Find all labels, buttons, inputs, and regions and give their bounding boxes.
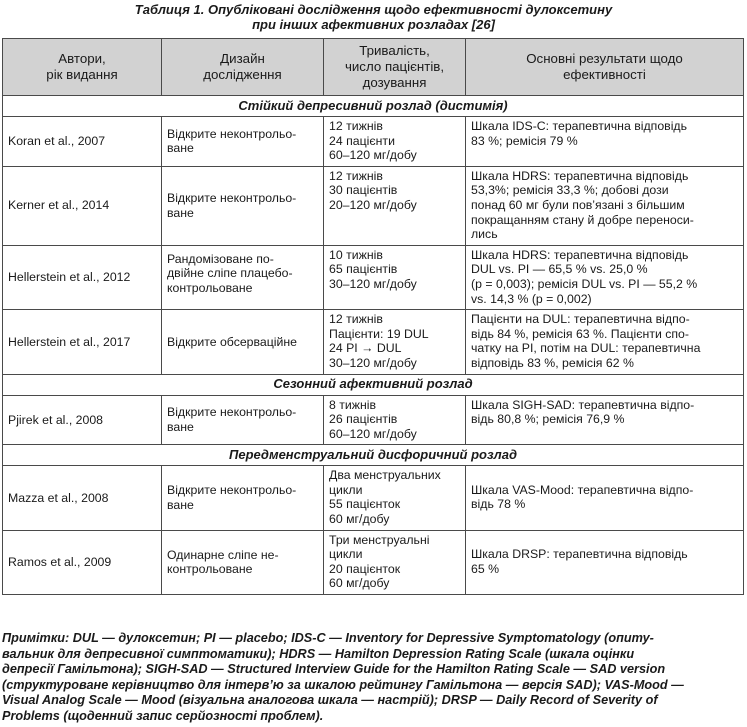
- cell-line: Шкала HDRS: терапевтична відповідь: [471, 247, 689, 262]
- cell-line: відь 80,8 %; ремісія 76,9 %: [471, 412, 625, 427]
- cell-line: Відкрите неконтрольо-: [167, 126, 297, 141]
- notes-line: вальник для депресивної симптоматики); HDRS — Hamilton Depression Rating Scale (шкала оцінки: [2, 646, 635, 661]
- notes-line: депресії Гамільтона); SIGH-SAD — Structured Interview Guide for the Hamilton Rating Scale — SAD version: [2, 662, 666, 676]
- cell-line: 83 %; ремісія 79 %: [471, 133, 578, 148]
- cell-line: 12 тижнів: [329, 119, 383, 133]
- cell-line: 30–120 мг/добу: [329, 355, 417, 370]
- notes-line: (структуроване керівництво для інтерв’ю за шкалою рейтингу Гамільтона — версія SAD); VAS-Mood —: [2, 677, 684, 692]
- duration-cell: [324, 530, 466, 594]
- cell-line: 8 тижнів: [329, 397, 377, 412]
- cell-line: ване: [167, 497, 194, 512]
- table-row: [3, 245, 744, 309]
- notes-line: Visual Analog Scale — Mood (візуальна аналогова шкала — настрій); DRSP — Daily Record of Severity of: [2, 693, 658, 707]
- duration-cell: [324, 395, 466, 445]
- cell-line: 24 пацієнти: [329, 133, 395, 148]
- cell-line: відь 84 %, ремісія 63 %. Пацієнти спо-: [471, 326, 689, 341]
- result-cell: [466, 310, 744, 374]
- table-row: [3, 466, 744, 530]
- cell-line: 20–120 мг/добу: [329, 197, 417, 212]
- design-cell: [162, 466, 324, 530]
- header-authors: [3, 39, 162, 96]
- cell-line: Пацієнти на DUL: терапевтична відпо-: [471, 312, 690, 327]
- cell-line: відь 78 %: [471, 497, 526, 512]
- cell-line: 30 пацієнтів: [329, 183, 398, 198]
- section-title: Передменструальний дисфоричний розлад: [3, 445, 744, 466]
- section-title: Сезонний афективний розлад: [3, 374, 744, 395]
- cell-line: Відкрите неконтрольо-: [167, 483, 297, 498]
- cell-line: ване: [167, 419, 194, 434]
- result-cell: [466, 166, 744, 245]
- author-cell: Hellerstein et al., 2012: [3, 245, 162, 309]
- cell-line: 60 мг/добу: [329, 512, 390, 527]
- cell-line: Одинарне сліпе не-: [167, 547, 279, 562]
- result-cell: [466, 395, 744, 445]
- cell-line: 12 тижнів: [329, 312, 383, 327]
- cell-line: Шкала SIGH-SAD: терапевтична відпо-: [471, 397, 695, 412]
- cell-line: 10 тижнів: [329, 247, 383, 262]
- header-line: Автори,: [58, 51, 106, 66]
- design-cell: [162, 530, 324, 594]
- table-row: [3, 530, 744, 594]
- duration-cell: [324, 166, 466, 245]
- notes-line: Problems (щоденний запис серйозності проблем).: [2, 708, 324, 723]
- design-cell: [162, 117, 324, 167]
- design-cell: [162, 310, 324, 374]
- cell-line: 20 пацієнток: [329, 561, 401, 576]
- cell-line: понад 60 мг були пов’язані з більшим: [471, 197, 685, 212]
- cell-line: 12 тижнів: [329, 168, 383, 183]
- section-row: [3, 445, 744, 466]
- cell-line: 60–120 мг/добу: [329, 148, 417, 163]
- header-line: дозування: [362, 75, 427, 90]
- table-row: [3, 310, 744, 374]
- cell-line: Відкрите обсерваційне: [167, 334, 298, 349]
- header-line: дослідження: [203, 67, 282, 82]
- cell-line: цикли: [329, 482, 363, 497]
- cell-line: 26 пацієнтів: [329, 412, 398, 427]
- cell-line: (p = 0,003); ремісія DUL vs. PI — 55,2 %: [471, 276, 698, 291]
- result-cell: [466, 117, 744, 167]
- result-cell: [466, 530, 744, 594]
- cell-line: Два менструальних: [329, 468, 441, 483]
- design-cell: [162, 166, 324, 245]
- cell-line: цикли: [329, 547, 363, 562]
- table-caption: [0, 2, 747, 32]
- cell-line: Три менструальні: [329, 532, 430, 547]
- cell-line: vs. 14,3 % (p = 0,002): [471, 291, 592, 306]
- cell-line: Пацієнти: 19 DUL: [329, 326, 429, 341]
- section-title: Стійкий депресивний розлад (дистимія): [3, 96, 744, 117]
- author-cell: Ramos et al., 2009: [3, 530, 162, 594]
- duration-cell: [324, 117, 466, 167]
- duration-cell: [324, 245, 466, 309]
- header-results: [466, 39, 744, 96]
- cell-line: Рандомізоване по-: [167, 251, 274, 266]
- header-line: Дизайн: [220, 51, 265, 66]
- cell-line: лись: [471, 227, 498, 242]
- notes-line: Примітки: DUL — дулоксетин; PI — placebo; IDS-C — Inventory for Depressive Symptomatology (опиту-: [2, 631, 654, 645]
- cell-line: Відкрите неконтрольо-: [167, 191, 297, 206]
- cell-line: 55 пацієнток: [329, 497, 401, 512]
- author-cell: Koran et al., 2007: [3, 117, 162, 167]
- cell-line: Відкрите неконтрольо-: [167, 405, 297, 420]
- result-cell: [466, 466, 744, 530]
- table-row: [3, 395, 744, 445]
- cell-line: двійне сліпе плацебо-: [167, 266, 293, 281]
- author-cell: Mazza et al., 2008: [3, 466, 162, 530]
- section-row: [3, 374, 744, 395]
- cell-line: 60 мг/добу: [329, 576, 390, 591]
- cell-line: 65 %: [471, 561, 500, 576]
- header-line: число пацієнтів,: [344, 59, 445, 74]
- cell-line: 24 PI → DUL: [329, 341, 402, 356]
- cell-line: відповідь 83 %, ремісія 62 %: [471, 355, 634, 370]
- cell-line: покращанням стану й добре переноси-: [471, 212, 694, 227]
- header-row: [3, 39, 744, 96]
- duration-cell: [324, 466, 466, 530]
- header-line: Тривалість,: [359, 43, 430, 58]
- cell-line: ване: [167, 205, 194, 220]
- cell-line: контрольоване: [167, 280, 253, 295]
- cell-line: Шкала IDS-C: терапевтична відповідь: [471, 119, 688, 133]
- author-cell: Pjirek et al., 2008: [3, 395, 162, 445]
- table-notes: [2, 631, 743, 724]
- header-line: Основні результати щодо: [526, 51, 683, 66]
- table-row: [3, 166, 744, 245]
- header-duration: [324, 39, 466, 96]
- cell-line: Шкала HDRS: терапевтична відповідь: [471, 168, 689, 183]
- table-row: [3, 117, 744, 167]
- result-cell: [466, 245, 744, 309]
- cell-line: DUL vs. PI — 65,5 % vs. 25,0 %: [471, 262, 648, 277]
- cell-line: ване: [167, 141, 194, 156]
- cell-line: чатку на PI, потім на DUL: терапевтична: [471, 341, 701, 356]
- header-line: ефективності: [563, 67, 646, 82]
- header-line: рік видання: [46, 67, 118, 82]
- cell-line: 53,3%; ремісія 33,3 %; добові дози: [471, 183, 669, 198]
- cell-line: 30–120 мг/добу: [329, 276, 417, 291]
- table-caption-line: при інших афективних розладах [26]: [252, 17, 495, 32]
- cell-line: Шкала VAS-Mood: терапевтична відпо-: [471, 482, 694, 497]
- cell-line: контрольоване: [167, 562, 253, 577]
- author-cell: Kerner et al., 2014: [3, 166, 162, 245]
- section-row: [3, 96, 744, 117]
- duration-cell: [324, 310, 466, 374]
- design-cell: [162, 395, 324, 445]
- header-design: [162, 39, 324, 96]
- cell-line: Шкала DRSP: терапевтична відповідь: [471, 547, 688, 562]
- table-caption-line: Таблиця 1. Опубліковані дослідження щодо ефективності дулоксетину: [134, 2, 613, 17]
- author-cell: Hellerstein et al., 2017: [3, 310, 162, 374]
- cell-line: 65 пацієнтів: [329, 262, 398, 277]
- cell-line: 60–120 мг/добу: [329, 426, 417, 441]
- design-cell: [162, 245, 324, 309]
- studies-table: [2, 38, 744, 595]
